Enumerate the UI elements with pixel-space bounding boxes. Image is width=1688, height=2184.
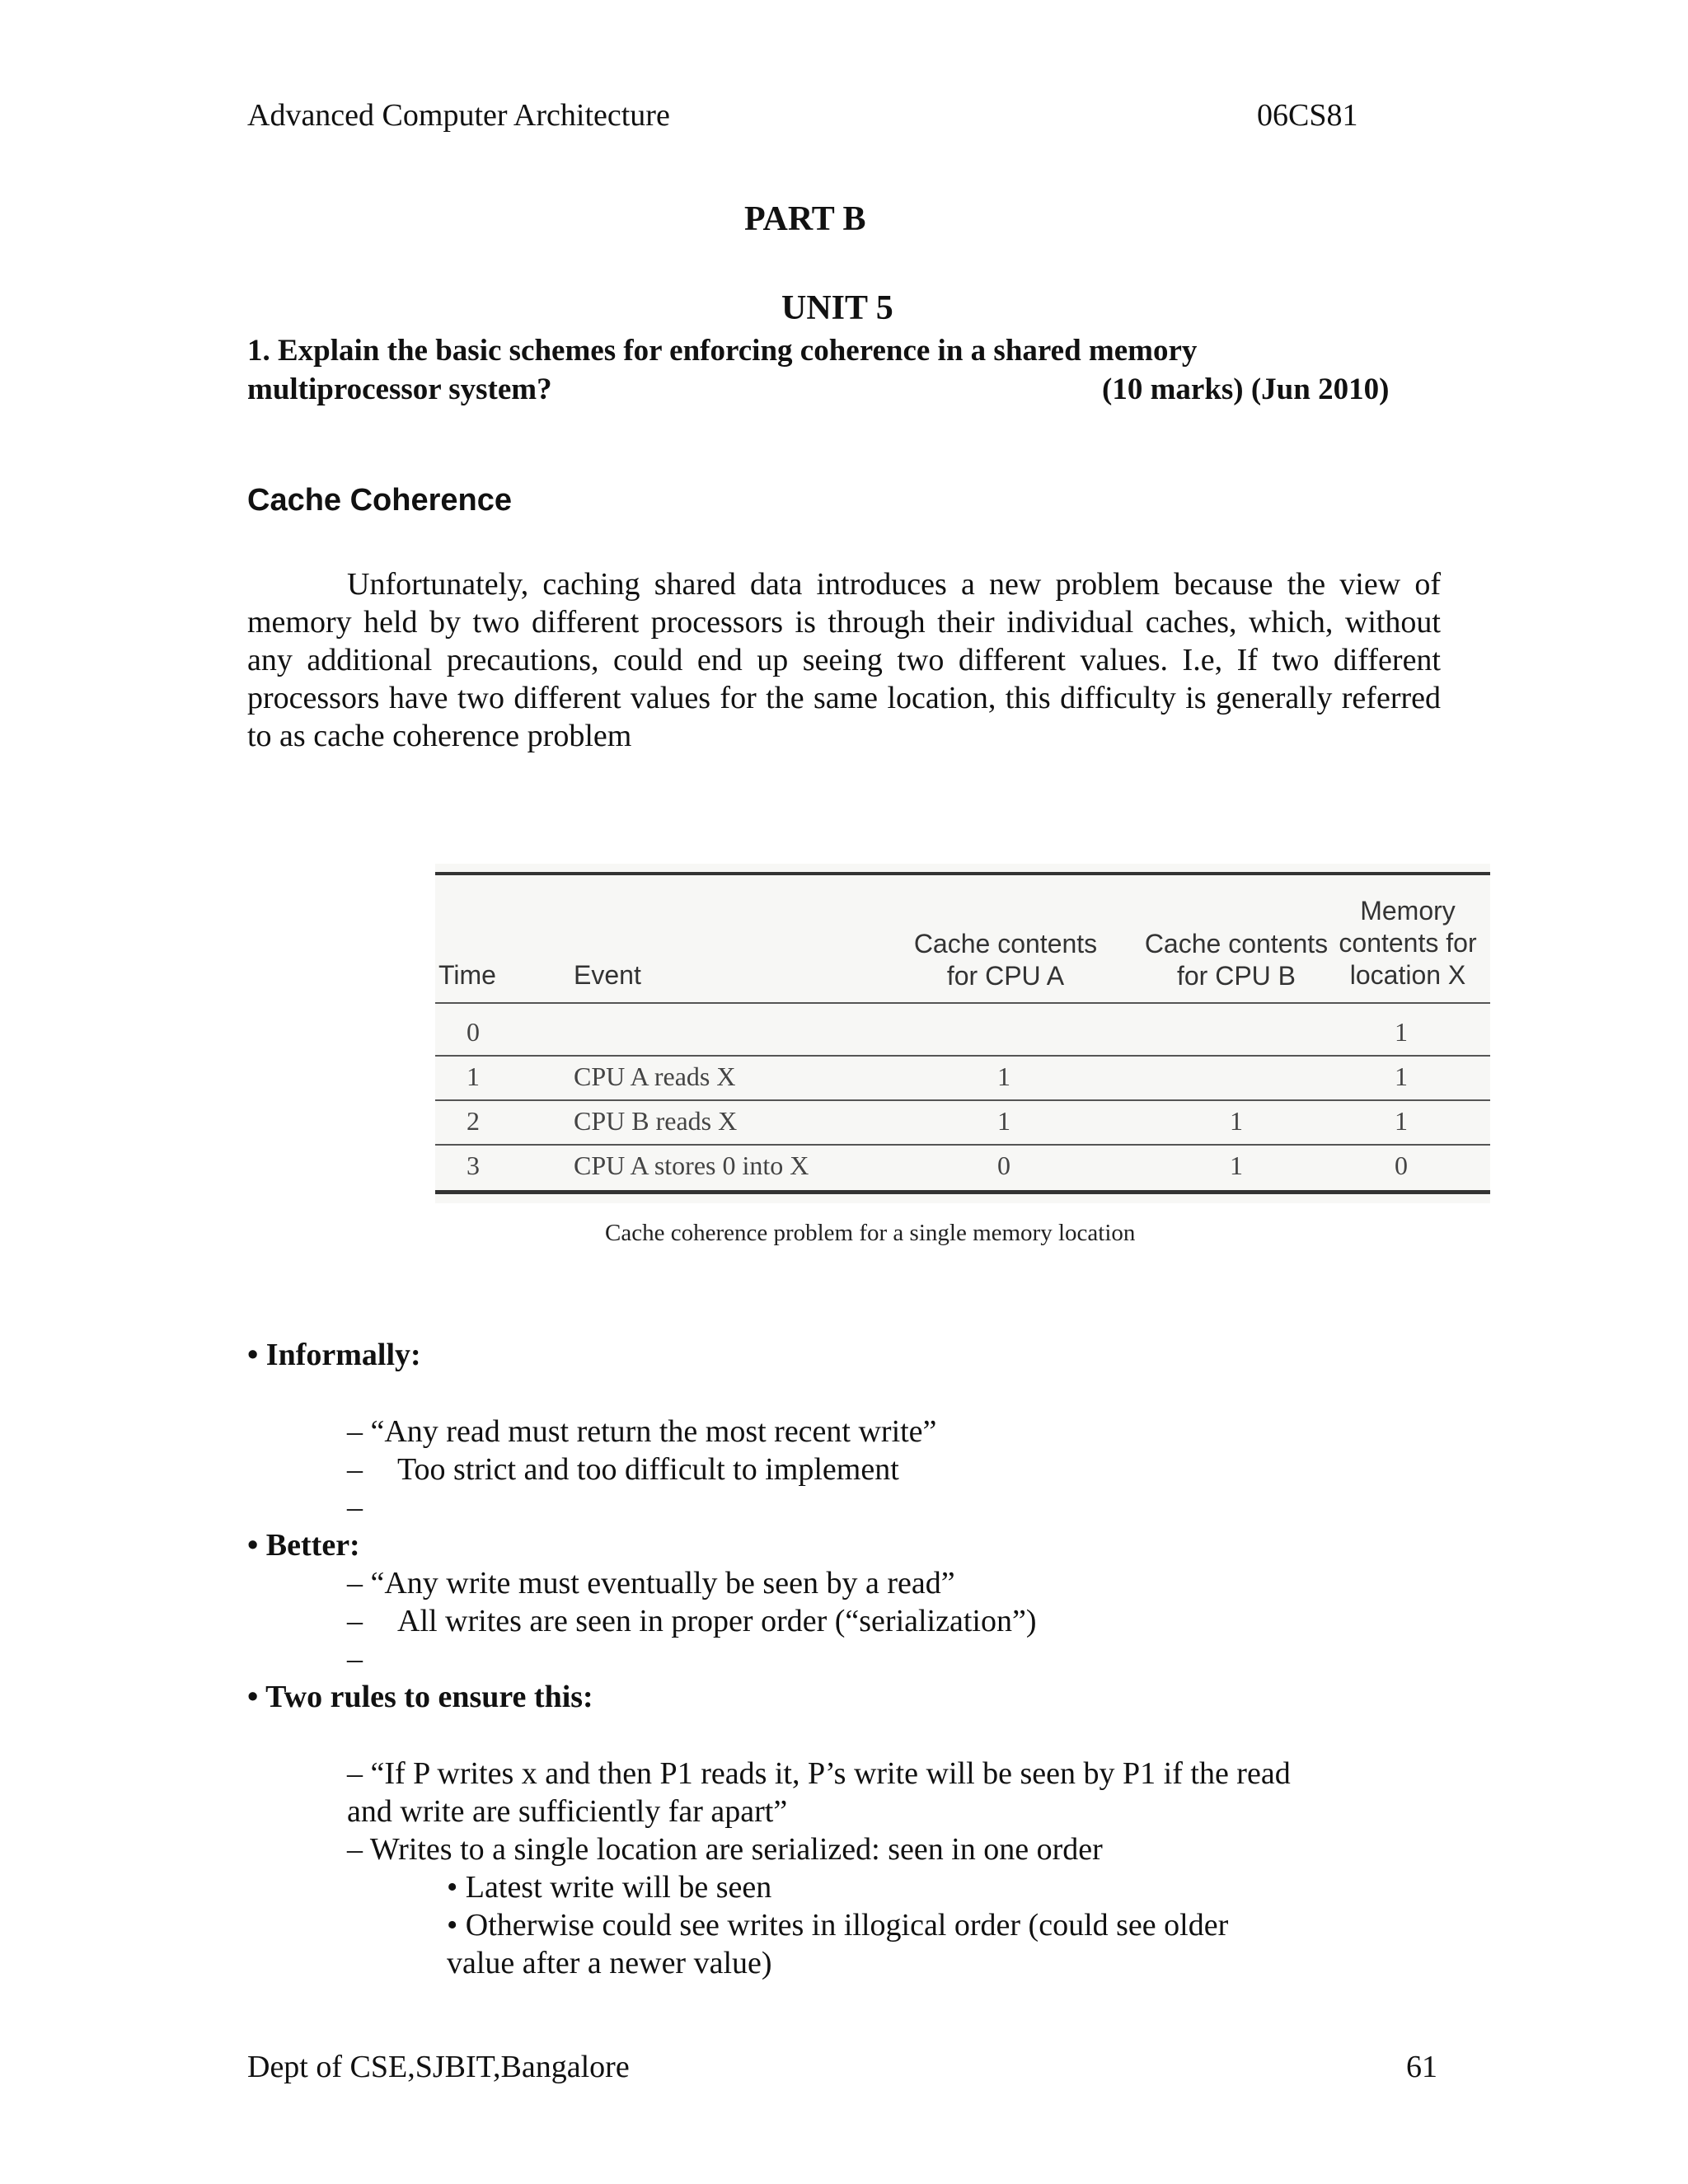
row-2-cpu-b: 1 (1230, 1106, 1243, 1136)
header-event: Event (574, 960, 641, 990)
row-3-memory: 0 (1395, 1151, 1408, 1180)
header-memory-line-3: location X (1349, 960, 1466, 990)
row-2-cpu-a: 1 (997, 1106, 1010, 1136)
row-2-event: CPU B reads X (574, 1106, 738, 1136)
informally-item-3: – (347, 1490, 363, 1525)
header-cpu-b-line-2: for CPU B (1176, 961, 1296, 991)
header-memory-line-2: contents for (1339, 928, 1477, 958)
better-item-1: – “Any write must eventually be seen by a read” (347, 1566, 955, 1601)
header-memory (1325, 895, 1490, 991)
row-1-time: 1 (467, 1062, 480, 1091)
footer-department: Dept of CSE,SJBIT,Bangalore (247, 2050, 630, 2084)
informally-item-1: – “Any read must return the most recent write” (347, 1414, 937, 1449)
footer-page-number: 61 (1406, 2050, 1437, 2084)
better-item-3: – (347, 1642, 363, 1676)
intro-paragraph (247, 565, 1441, 755)
header-cpu-b-line-1: Cache contents (1144, 929, 1329, 958)
row-3-cpu-a: 0 (997, 1151, 1010, 1180)
row-1-divider (435, 1099, 1490, 1101)
row-0-memory: 1 (1395, 1017, 1408, 1047)
rule-2-sub-1: • Latest write will be seen (447, 1870, 772, 1905)
part-title: PART B (744, 200, 866, 238)
row-1-cpu-a: 1 (997, 1062, 1010, 1091)
informally-item-2: Too strict and too difficult to implement (397, 1452, 899, 1487)
row-0-divider (435, 1055, 1490, 1057)
row-1-event: CPU A reads X (574, 1062, 736, 1091)
cache-coherence-figure (435, 864, 1490, 1203)
unit-title: UNIT 5 (781, 289, 893, 327)
rule-2-sub-2-line-1: • Otherwise could see writes in illogical order (could see older (447, 1908, 1229, 1943)
section-title: Cache Coherence (247, 483, 513, 518)
row-2-memory: 1 (1395, 1106, 1408, 1136)
rule-2-sub-2-line-2: value after a newer value) (447, 1946, 772, 1980)
header-title: Advanced Computer Architecture (247, 98, 670, 133)
header-course-code: 06CS81 (1257, 98, 1358, 133)
better-item-2-dash: – (347, 1604, 363, 1638)
header-cpu-a (882, 928, 1129, 992)
row-2-time: 2 (467, 1106, 480, 1136)
better-item-2: All writes are seen in proper order (“serialization”) (397, 1604, 1037, 1638)
row-3-time: 3 (467, 1151, 480, 1180)
informally-item-2-dash: – (347, 1452, 363, 1487)
header-underline (435, 1002, 1490, 1004)
header-memory-line-1: Memory (1360, 896, 1456, 926)
header-cpu-a-line-2: for CPU A (946, 961, 1065, 991)
row-0-time: 0 (467, 1017, 480, 1047)
header-cpu-b (1113, 928, 1360, 992)
rule-1-line-1: – “If P writes x and then P1 reads it, P’s write will be seen by P1 if the read (347, 1756, 1291, 1791)
question-line-1: 1. Explain the basic schemes for enforcing coherence in a shared memory (247, 334, 1198, 368)
informally-heading: • Informally: (247, 1338, 421, 1372)
row-1-memory: 1 (1395, 1062, 1408, 1091)
question-line-2: multiprocessor system? (247, 373, 552, 406)
rule-1-line-2: and write are sufficiently far apart” (347, 1794, 788, 1829)
figure-caption: Cache coherence problem for a single memory location (605, 1220, 1136, 1246)
row-2-divider (435, 1144, 1490, 1146)
better-heading: • Better: (247, 1528, 360, 1563)
figure-bottom-rule (435, 1190, 1490, 1194)
header-cpu-a-line-1: Cache contents (913, 929, 1098, 958)
intro-paragraph-text: Unfortunately, caching shared data introduces a new problem because the view of memory held by two different processors is through their individual caches, which, without any additional precautions, could end up seeing two different values. I.e, If two different processors have two different values for the same location, this difficulty is generally referred to as cache coherence problem (247, 567, 1441, 753)
figure-top-rule (435, 872, 1490, 875)
two-rules-heading: • Two rules to ensure this: (247, 1680, 593, 1714)
rule-2: – Writes to a single location are serialized: seen in one order (347, 1832, 1103, 1867)
header-time: Time (438, 960, 496, 990)
row-3-cpu-b: 1 (1230, 1151, 1243, 1180)
question-marks: (10 marks) (Jun 2010) (1102, 373, 1390, 406)
row-3-event: CPU A stores 0 into X (574, 1151, 809, 1180)
